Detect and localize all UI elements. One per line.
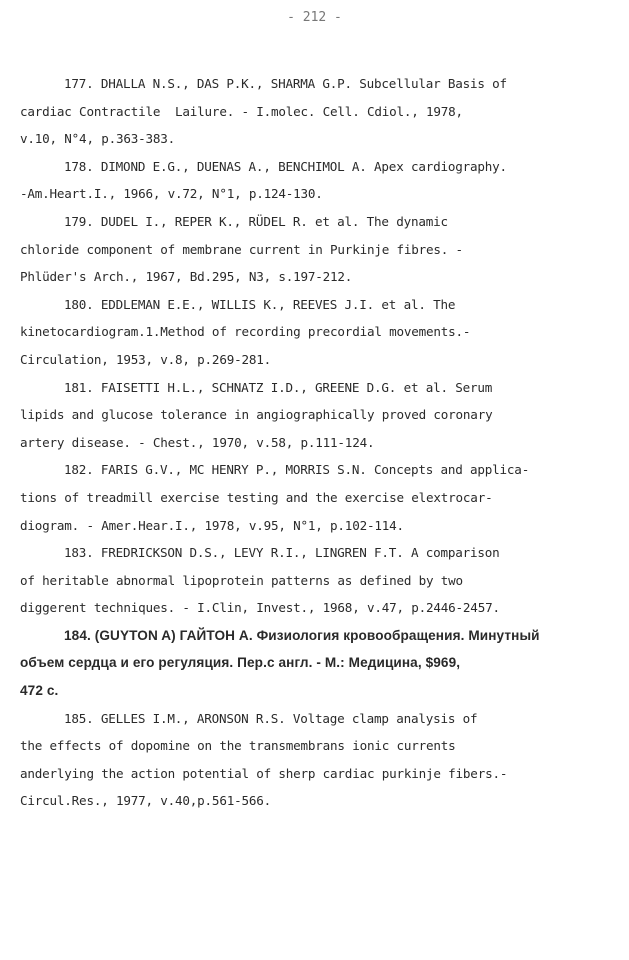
reference-line: anderlying the action potential of sherp cardiac purkinje fibers.- — [20, 765, 508, 781]
reference-line: artery disease. - Chest., 1970, v.58, p.111-124. — [20, 434, 375, 450]
reference-entry — [20, 374, 620, 457]
reference-entry — [20, 70, 620, 153]
reference-line: kinetocardiogram.1.Method of recording precordial movements.- — [20, 324, 471, 340]
reference-line: chloride component of membrane current in Purkinje fibres. - — [20, 241, 463, 257]
reference-line: lipids and glucose tolerance in angiographically proved coronary — [20, 407, 493, 423]
reference-first-line: 185. GELLES I.M., ARONSON R.S. Voltage clamp analysis of — [64, 710, 478, 726]
reference-entry — [20, 539, 620, 622]
reference-entry — [20, 291, 620, 374]
reference-line: 472 с. — [20, 683, 59, 699]
reference-line: diggerent techniques. - I.Clin, Invest., 1968, v.47, p.2446-2457. — [20, 600, 500, 616]
reference-line: of heritable abnormal lipoprotein patterns as defined by two — [20, 572, 463, 588]
reference-first-line: 181. FAISETTI H.L., SCHNATZ I.D., GREENE D.G. et al. Serum — [64, 379, 493, 395]
reference-line: the effects of dopomine on the transmembrans ionic currents — [20, 738, 456, 754]
reference-entry — [20, 208, 620, 291]
reference-line: tions of treadmill exercise testing and the exercise elextrocar- — [20, 489, 493, 505]
reference-line: cardiac Contractile Lailure. - I.molec. Cell. Cdiol., 1978, — [20, 103, 463, 119]
reference-line: diogram. - Amer.Hear.I., 1978, v.95, N°1, p.102-114. — [20, 517, 404, 533]
reference-entry — [20, 153, 620, 208]
reference-line: Circulation, 1953, v.8, p.269-281. — [20, 351, 271, 367]
reference-line: Phlüder's Arch., 1967, Bd.295, N3, s.197-212. — [20, 269, 353, 285]
reference-line: Circul.Res., 1977, v.40,p.561-566. — [20, 793, 271, 809]
reference-first-line: 180. EDDLEMAN E.E., WILLIS K., REEVES J.I. et al. The — [64, 296, 456, 312]
reference-first-line: 179. DUDEL I., REPER K., RÜDEL R. et al. The dynamic — [64, 213, 448, 229]
reference-entry — [20, 622, 620, 705]
reference-line: объем сердца и его регуляция. Пер.с англ. - М.: Медицина, $969, — [20, 655, 461, 671]
reference-first-line: 182. FARIS G.V., MC HENRY P., MORRIS S.N. Concepts and applica- — [64, 462, 530, 478]
page-number: - 212 - — [287, 10, 342, 25]
reference-entry — [20, 456, 620, 539]
reference-entry — [20, 705, 620, 815]
reference-first-line: 178. DIMOND E.G., DUENAS A., BENCHIMOL A. Apex cardiography. — [64, 158, 507, 174]
reference-first-line: 177. DHALLA N.S., DAS P.K., SHARMA G.P. Subcellular Basis of — [64, 76, 507, 91]
reference-line: -Am.Heart.I., 1966, v.72, N°1, p.124-130. — [20, 186, 323, 202]
reference-first-line: 183. FREDRICKSON D.S., LEVY R.I., LINGREN F.T. A comparison — [64, 545, 500, 561]
reference-first-line: 184. (GUYTON A) ГАЙТОН А. Физиология кровообращения. Минутный — [64, 627, 540, 643]
reference-line: v.10, N°4, p.363-383. — [20, 131, 176, 147]
reference-list — [20, 70, 620, 815]
